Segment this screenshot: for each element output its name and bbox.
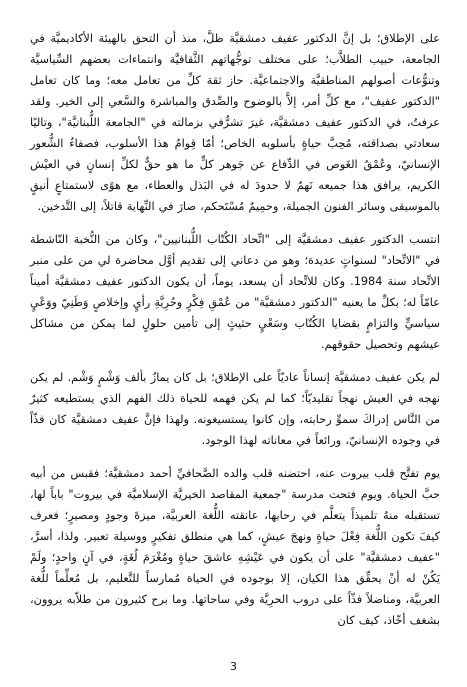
paragraph-3: لم يكن عفيف دمشقيَّة إنساناً عاديّاً على الإطلاق؛ بل كان يمازُ بألف وَشْمٍ وَشْم. لم يكن نهجه في العيش نهجاً تقليديّاً؛ كما لم يكن فهمه للحياة ذلك الفهم الذي يستطيعه كثيرٌ من النَّاس إدراكَ سموِّ رحابته، وإن كانوا يستسيغونه. ولهذا فإنَّ عفيف دمشقيَّة كان فذّاً في وجوده الإنسانيّ، ورائعاً في معاناته لهذا الوجود. — [30, 371, 440, 447]
paragraph-1: على الإطلاق؛ بل إنَّ الدكتور عفيف دمشقيَّة ظلَّ، منذ أن التحق بالهيئة الأكاديميَّة في الجامعة، حبيب الطلاَّب؛ على مختلف توجُّهاتهم الثَّقافيَّة وانتماءات بعضهم السِّياسيَّة وتنوُّعات أصولهم المناطقيَّة والاجتماعيَّة. حاز ثقة كلِّ من تعامل معه؛ وما كان تعامل "الدكتور عفيف"، مع كلِّ أمر، إلاَّ بالوضوح والصِّدق والمباشرة والسَّعي إلى الخير. ولقد عرفتُ، في الدكتور عفيف دمشقيَّة، غيرَ تشرُّفي بزمالته في "الجامعة اللُّبنانيَّة"، وتاليًا سعادتي بصداقته، مُحِبَّ حياةٍ بأسلوبه الخاص؛ أمّا قِوامُ هذا الأسلوب، فصفاءُ الشُّعور الإنسانيّ، وعُمْقُ الغَوص في الدِّفاع عن جَوهر كلٍّ ما هو حقٌّ لكلِّ إنسانٍ في العيْش الكريم، يرافق هذا جميعه نَهمٌ لا حدودَ له في البَذل والعطاء، مع هوًى لاستمتاعٍ أنيقٍ بالموسيقى وسائر الفنون الجميلة، وحمِيمٌ مُسْتَحكم، صارَ في النِّهاية قاتلاً، إلى التَّدخين. — [30, 32, 440, 213]
paragraph-4: يوم تفتَّح قلب بيروت عنه، احتضنه قلب والده الصَّحافيِّ أحمد دمشقيَّة؛ فقبس من أبيه حبَّ الحياة. ويوم فتحت مدرسة "جمعية المقاصد الخيريَّة الإسلاميَّة في بيروت" باباً لها، تستقبله منهُ تلميذاً يتعلَّم في رحابها، عانقته اللُّغة العربيَّة، ميزةَ وجودٍ ومصيرٍ؛ فعرف كيفَ تكون اللُّغة فِعْلَ حياةٍ ونهجَ عيشٍ، كما هي منطلق تفكيرٍ ووسيلة تعبير. ولذا، أسرَّ، "عفيف دمشقيَّة" على أن يكون في عَيْشِهِ عاشقَ حياةٍ ومُغْرَمَ لُغَةٍ، في آنٍ واحدٍ؛ ولَمْ يَكُنْ له أنْ يحقِّق هذا الكيان، إلا بوجوده في الحياة مُمارساً للتَّعليم، بل مُعلِّماً للُّغة العربيَّة، ومناضلاً فذّاً على دروب الحرِيَّة وفي ساحاتها. وما برح كثيرون من طلاّبه يروون، بشغف أخّاذ، كيف كان — [30, 467, 440, 627]
paragraph-2: انتسب الدكتور عفيف دمشقيَّة إلى "اتِّحاد الكُتّاب اللُّبنانيين"، وكان من النُّخبة النّاشطة في "الاتِّحاد" لسنواتٍ عديدة؛ وهو من دعاني إلى تقديم أوَّل محاضرة لي من على منبر الاتِّحاد سنة 1984. وكان للاتِّحاد أن يسعد، يوماً، أن يكون الدكتور عفيف دمشقيَّة أميناً عامّاً له؛ بكلِّ ما يعنيه "الدكتور دمشقيَّة" من عُمْقِ فِكْرٍ وحُرِيَّةِ رأيٍ وإخلاصٍ وَطَنِيّ ووَعْيٍ سياسيٍّ والتزامٍ بقضايا الكُتّاب وسَعْيٍ حثيثٍ إلى تأمين حلولٍ لما يمكن من مشاكل عيشهم وتحصيل حقوقهم. — [30, 233, 440, 351]
page-number: 3 — [230, 660, 237, 673]
document-page — [30, 28, 440, 643]
